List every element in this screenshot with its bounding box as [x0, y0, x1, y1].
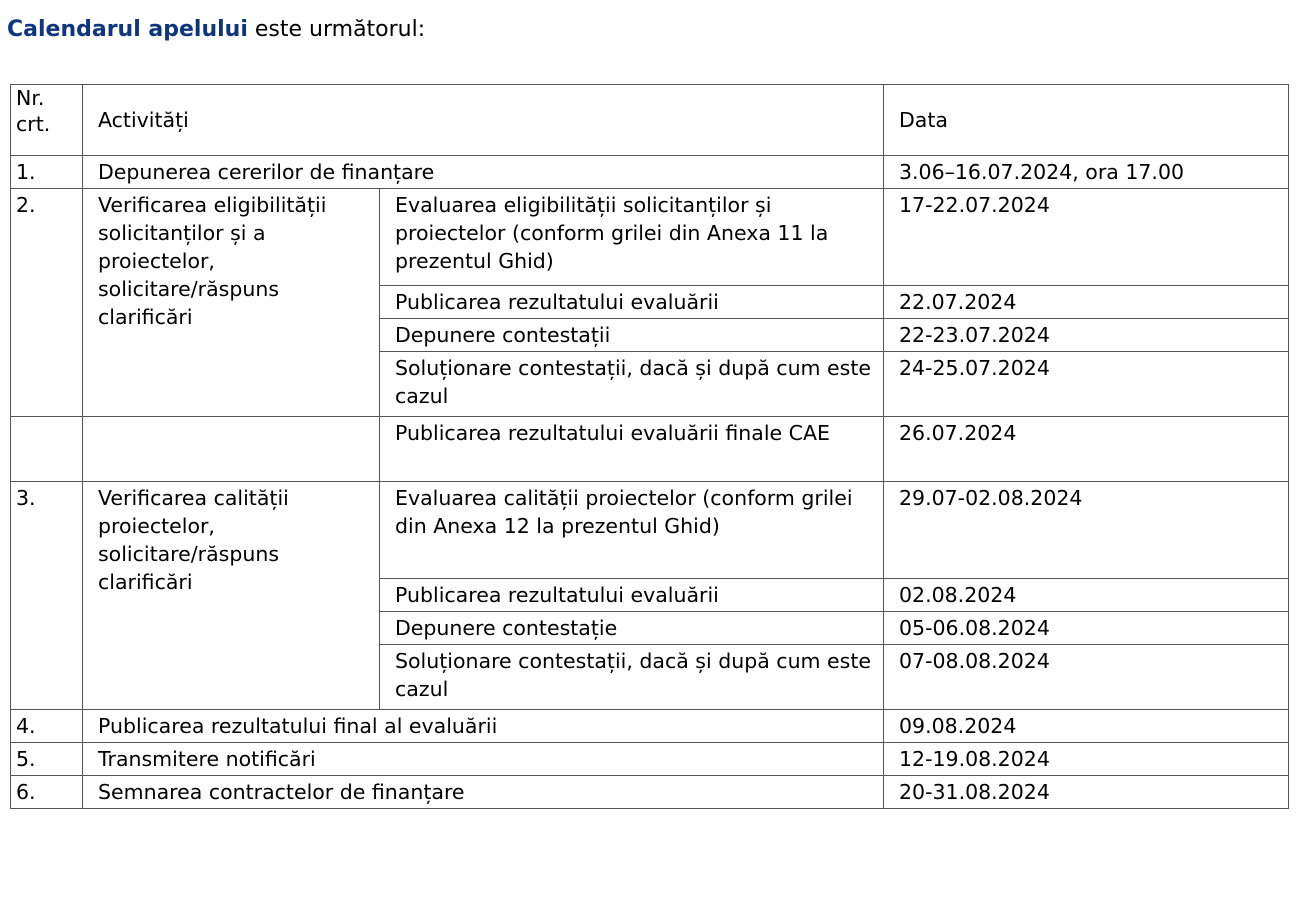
- heading-rest-text: este următorul:: [247, 17, 426, 42]
- header-activity: Activități: [83, 85, 884, 156]
- sub-activity: Publicarea rezultatului evaluării: [380, 579, 884, 612]
- header-date: Data: [884, 85, 1289, 156]
- sub-activity: Publicarea rezultatului evaluării: [380, 286, 884, 319]
- header-nr: Nr. crt.: [11, 85, 83, 156]
- row-date: 12-19.08.2024: [884, 743, 1289, 776]
- heading-bold-text: Calendarul apelului: [7, 17, 248, 42]
- row-nr: 2.: [11, 189, 83, 417]
- row-date: 09.08.2024: [884, 710, 1289, 743]
- sub-date: 22.07.2024: [884, 286, 1289, 319]
- sub-activity: Evaluarea eligibilității solicitanților și proiectelor (conform grilei din Anexa 11 la prezentul Ghid): [380, 189, 884, 286]
- table-row: [11, 417, 1289, 482]
- row-activity: Transmitere notificări: [83, 743, 884, 776]
- table-row: [11, 710, 1289, 743]
- row-date: 3.06–16.07.2024, ora 17.00: [884, 156, 1289, 189]
- row-nr: 4.: [11, 710, 83, 743]
- sub-date: 22-23.07.2024: [884, 319, 1289, 352]
- sub-activity: Depunere contestații: [380, 319, 884, 352]
- row-date: 20-31.08.2024: [884, 776, 1289, 809]
- table-row: [11, 482, 1289, 579]
- sub-activity: Evaluarea calității proiectelor (conform grilei din Anexa 12 la prezentul Ghid): [380, 482, 884, 579]
- row-nr: 6.: [11, 776, 83, 809]
- sub-date: 29.07-02.08.2024: [884, 482, 1289, 579]
- row-nr: 3.: [11, 482, 83, 710]
- row-nr: [11, 417, 83, 482]
- sub-date: 02.08.2024: [884, 579, 1289, 612]
- sub-activity: Soluționare contestații, dacă și după cum este cazul: [380, 352, 884, 417]
- row-activity: Semnarea contractelor de finanțare: [83, 776, 884, 809]
- row-nr: 1.: [11, 156, 83, 189]
- sub-date: 26.07.2024: [884, 417, 1289, 482]
- call-calendar-table: [10, 84, 1289, 809]
- table-row: [11, 776, 1289, 809]
- table-row: [11, 743, 1289, 776]
- table-header-row: [11, 85, 1289, 156]
- sub-date: 07-08.08.2024: [884, 645, 1289, 710]
- sub-date: 24-25.07.2024: [884, 352, 1289, 417]
- row-activity: Publicarea rezultatului final al evaluării: [83, 710, 884, 743]
- sub-date: 05-06.08.2024: [884, 612, 1289, 645]
- sub-activity: Depunere contestație: [380, 612, 884, 645]
- row-nr: 5.: [11, 743, 83, 776]
- row-activity-group: Verificarea eligibilității solicitanților și a proiectelor, solicitare/răspuns clarificări: [83, 189, 380, 417]
- sub-date: 17-22.07.2024: [884, 189, 1289, 286]
- sub-activity: Soluționare contestații, dacă și după cum este cazul: [380, 645, 884, 710]
- row-activity-group: Verificarea calității proiectelor, solicitare/răspuns clarificări: [83, 482, 380, 710]
- row-activity: Depunerea cererilor de finanțare: [83, 156, 884, 189]
- sub-activity: Publicarea rezultatului evaluării finale CAE: [380, 417, 884, 482]
- section-heading: [7, 14, 425, 46]
- row-activity-group: [83, 417, 380, 482]
- table-row: [11, 156, 1289, 189]
- table-row: [11, 189, 1289, 286]
